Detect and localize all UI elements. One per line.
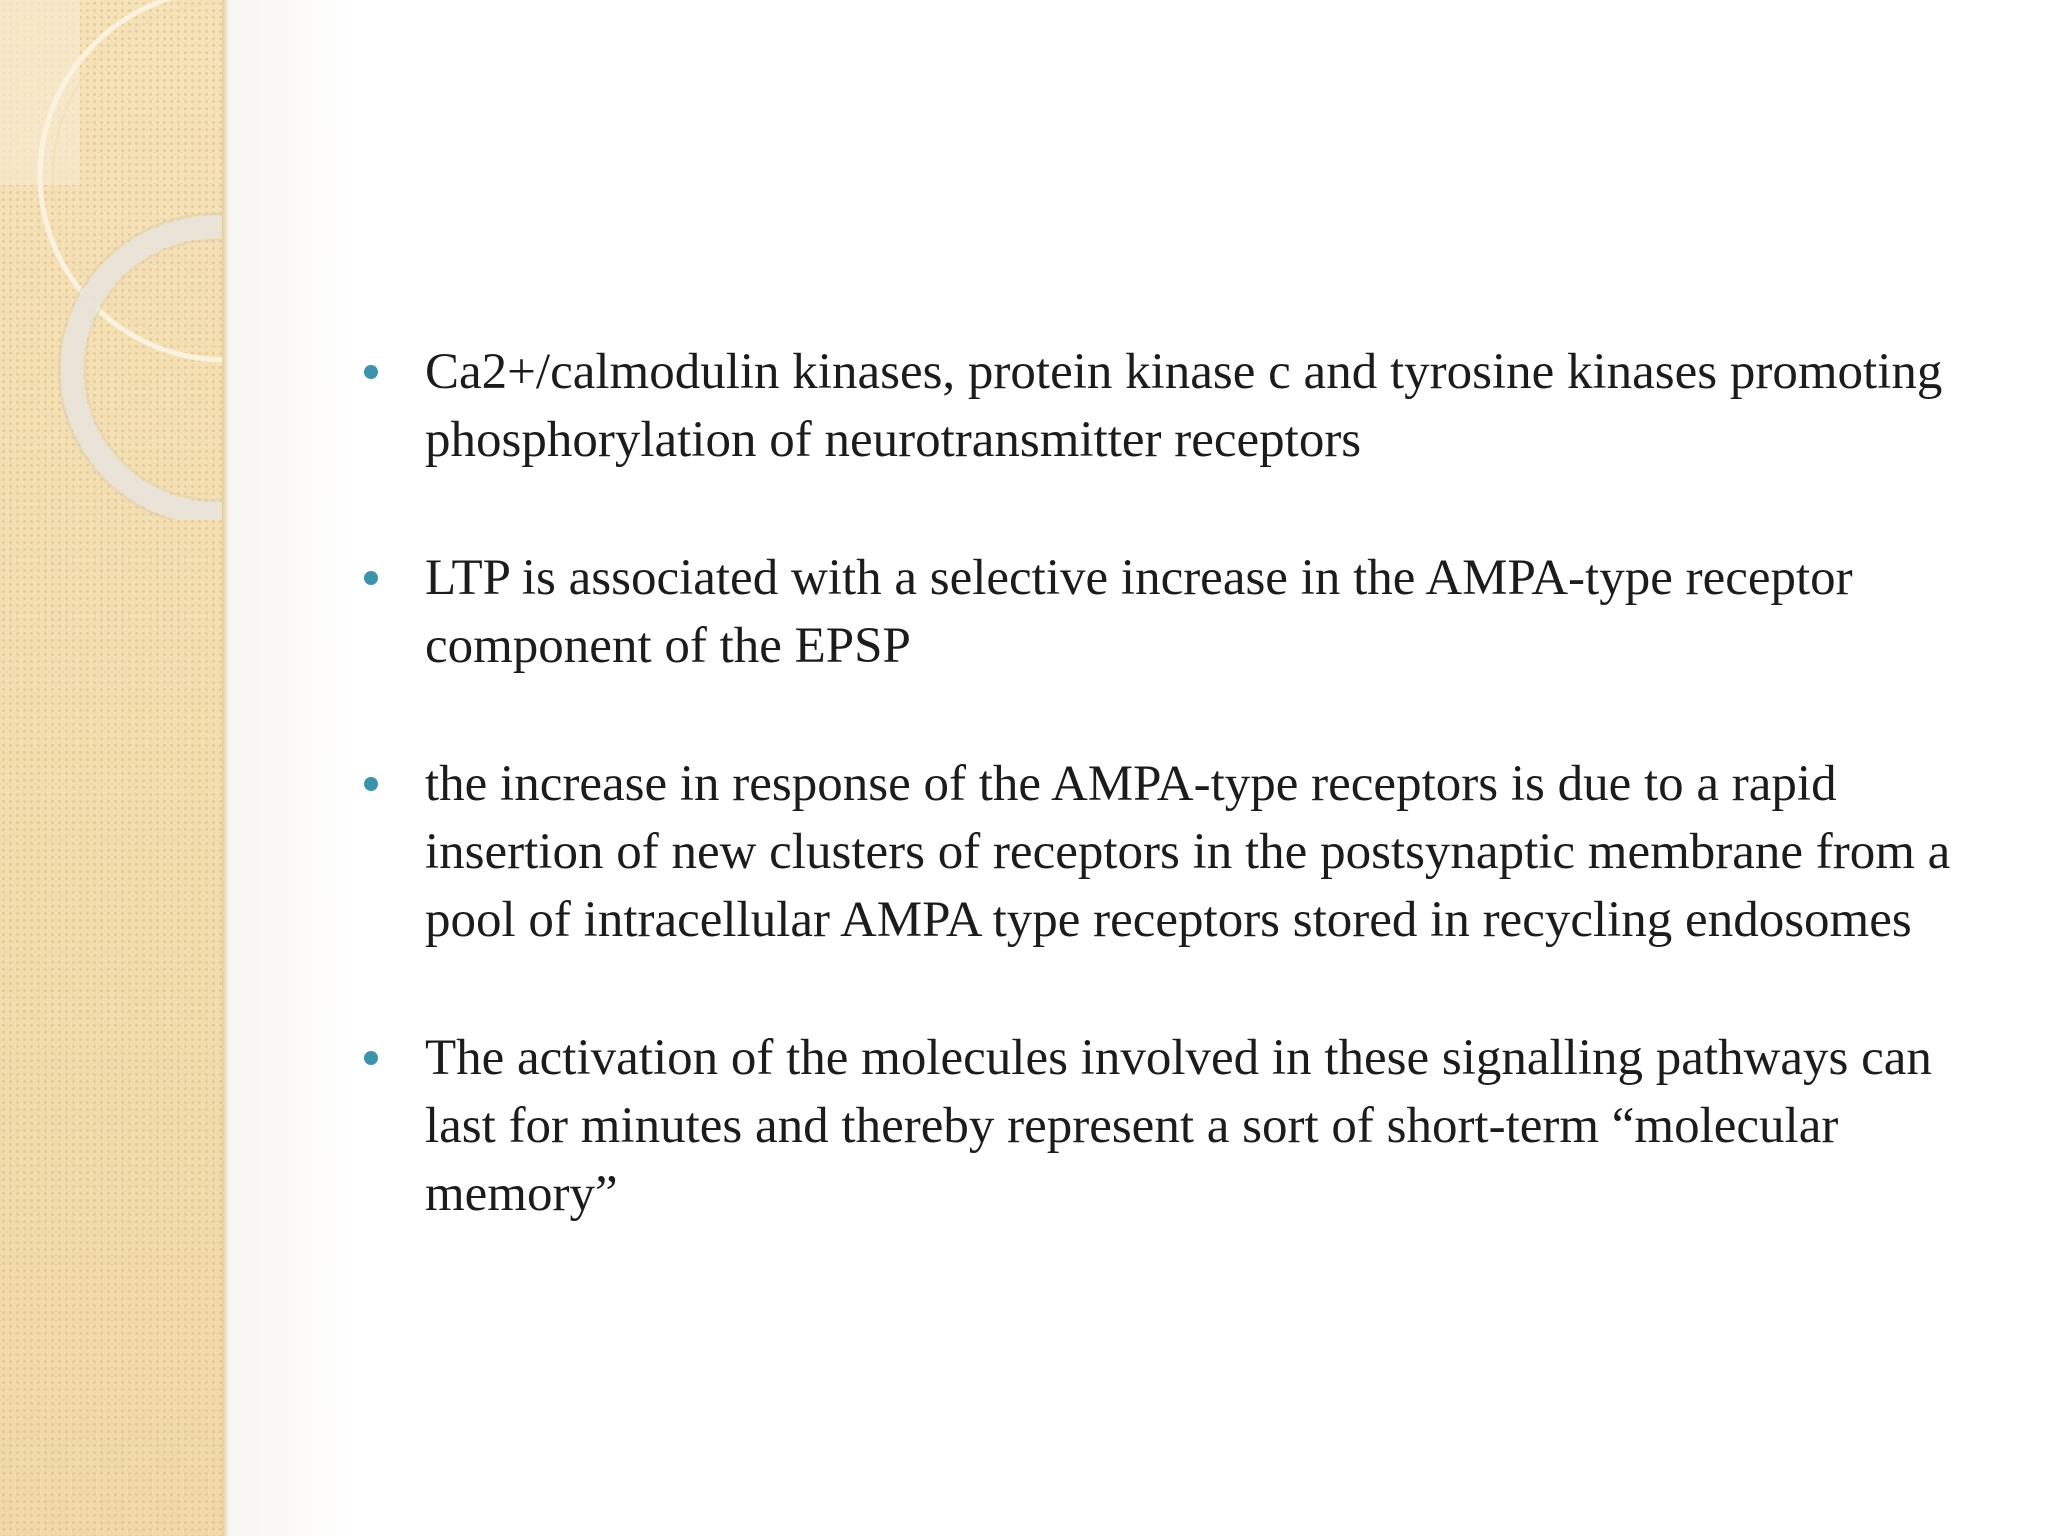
bullet-text: Ca2+/calmodulin kinases, protein kinase c and tyrosine kinases promoting phosphorylation of neurotransmitter receptors xyxy=(425,344,1943,468)
bullet-dot-icon xyxy=(364,571,378,585)
bullet-text: LTP is associated with a selective increase in the AMPA-type receptor component of the EPSP xyxy=(425,550,1853,674)
decorative-rings-icon xyxy=(0,0,226,520)
bullet-text: The activation of the molecules involved in these signalling pathways can last for minutes and thereby represent a sort of short-term “molecular memory” xyxy=(425,1030,1932,1222)
bullet-text: the increase in response of the AMPA-type receptors is due to a rapid insertion of new clusters of receptors in the postsynaptic membrane from a pool of intracellular AMPA type receptors stored in recycling endosomes xyxy=(425,756,1951,948)
background-fade xyxy=(228,0,358,1536)
decorative-side-panel xyxy=(0,0,226,1536)
bullet-list xyxy=(355,338,1975,1228)
bullet-dot-icon xyxy=(364,777,378,791)
bullet-item xyxy=(355,544,1975,680)
bullet-item xyxy=(355,338,1975,474)
slide-content xyxy=(355,338,1975,1298)
bullet-item xyxy=(355,750,1975,954)
bullet-item xyxy=(355,1024,1975,1228)
bullet-dot-icon xyxy=(364,365,378,379)
bullet-dot-icon xyxy=(364,1051,378,1065)
